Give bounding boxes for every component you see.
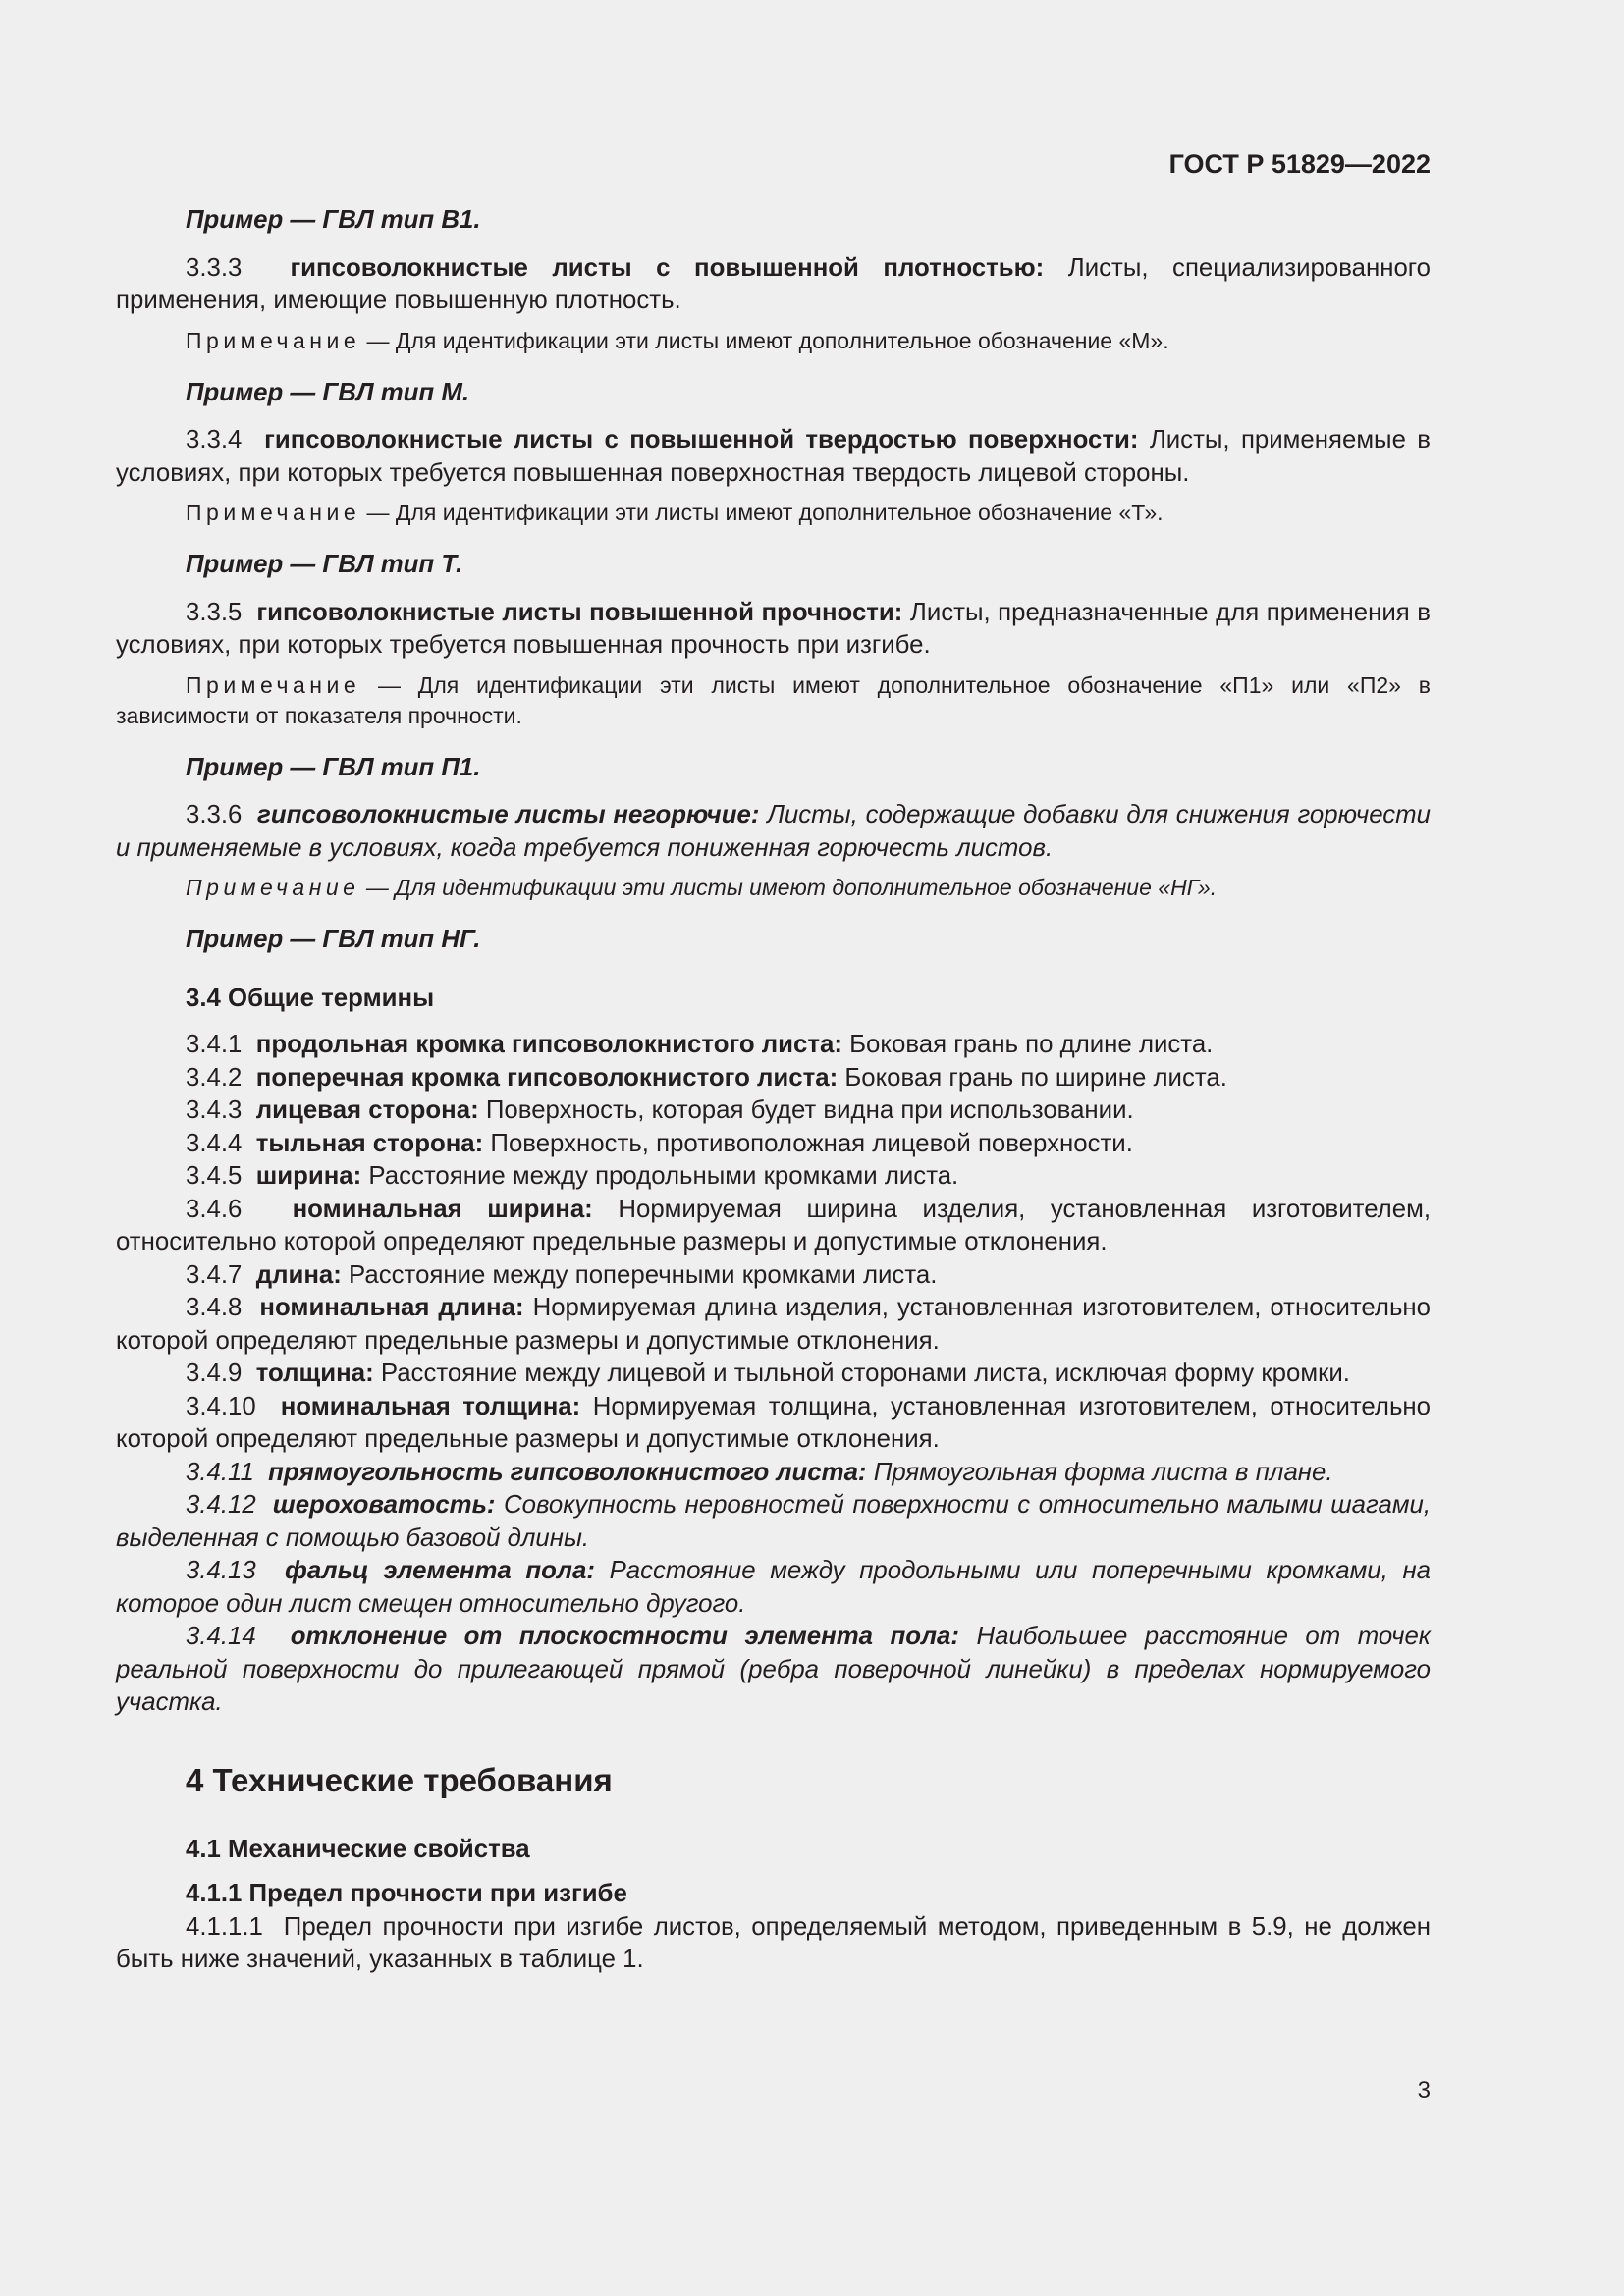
term-definition: Наибольшее расстояние от точек реальной поверхности до прилегающей прямой (ребра поверочной линейки) в пределах нормируемого участка. [116, 1623, 1431, 1716]
term-name: шероховатость: [272, 1491, 496, 1519]
term-3-4-10 [116, 1391, 1431, 1457]
term-number: 3.4.12 [186, 1491, 256, 1519]
term-name: фальц элемента пола: [285, 1557, 595, 1584]
note-label: Примечание [186, 671, 361, 698]
term-3-4-12 [116, 1489, 1431, 1555]
clause-term: гипсоволокнистые листы с повышенной твердостью поверхности: [264, 426, 1139, 454]
clause-definition: Листы, содержащие добавки для снижения горючести и применяемые в условиях, когда требуется пониженная горючесть листов. [116, 801, 1431, 862]
document-id-header: ГОСТ Р 51829—2022 [1168, 149, 1431, 179]
clause-definition: Листы, специализированного применения, имеющие повышенную плотность. [116, 253, 1431, 314]
term-definition: Боковая грань по ширине листа. [844, 1063, 1227, 1092]
term-definition: Боковая грань по длине листа. [849, 1031, 1214, 1058]
note-label: Примечание [186, 500, 361, 525]
term-definition: Расстояние между поперечными кромками листа. [349, 1260, 938, 1289]
term-number: 3.4.2 [186, 1063, 243, 1092]
term-name: толщина: [255, 1360, 374, 1387]
term-name: номинальная толщина: [280, 1392, 581, 1420]
clause-3-3-4 [116, 424, 1431, 490]
term-3-4-8 [116, 1292, 1431, 1358]
term-3-4-14 [116, 1621, 1431, 1720]
term-number: 3.4.8 [186, 1294, 243, 1321]
term-3-4-6 [116, 1194, 1431, 1259]
section-heading-4: 4 Технические требования [186, 1761, 613, 1798]
term-definition: Расстояние между продольными кромками листа. [368, 1162, 959, 1190]
term-name: длина: [255, 1260, 342, 1289]
note-text: — Для идентификации эти листы имеют дополнительное обозначение «П1» или «П2» в зависимости от показателя прочности. [116, 671, 1431, 728]
example-p1: Пример — ГВЛ тип П1. [186, 753, 481, 781]
term-name: прямоугольность гипсоволокнистого листа: [268, 1458, 867, 1486]
term-name: номинальная длина: [259, 1294, 524, 1321]
page-number: 3 [1417, 2077, 1431, 2104]
term-number: 3.4.13 [186, 1557, 256, 1584]
note-3-3-6 [116, 873, 1431, 903]
clause-number: 3.3.4 [186, 426, 243, 454]
clause-definition: Листы, предназначенные для применения в условиях, при которых требуется повышенная прочность при изгибе. [116, 598, 1431, 659]
term-definition: Нормируемая толщина, установленная изготовителем, относительно которой определяют предельные размеры и допустимые отклонения. [116, 1392, 1431, 1453]
clause-number: 3.3.6 [186, 801, 243, 828]
term-number: 3.4.5 [186, 1162, 243, 1190]
note-3-3-3 [116, 326, 1431, 356]
terms-list [116, 1029, 1431, 1720]
note-label: Примечание [186, 327, 361, 353]
term-definition: Поверхность, которая будет видна при использовании. [485, 1096, 1134, 1124]
term-number: 3.4.10 [186, 1392, 256, 1420]
example-t: Пример — ГВЛ тип Т. [186, 551, 463, 578]
note-label: Примечание [186, 875, 360, 900]
term-number: 3.4.9 [186, 1360, 243, 1387]
term-name: ширина: [255, 1162, 362, 1190]
section-heading-3-4: 3.4 Общие термины [186, 984, 435, 1012]
term-3-4-13 [116, 1555, 1431, 1621]
section-heading-4-1: 4.1 Механические свойства [186, 1835, 530, 1863]
clause-3-3-5 [116, 597, 1431, 663]
term-3-4-9 [116, 1358, 1431, 1391]
term-3-4-1 [116, 1029, 1431, 1062]
term-number: 3.4.1 [186, 1031, 243, 1058]
clause-3-3-6 [116, 799, 1431, 865]
term-name: поперечная кромка гипсоволокнистого листа: [255, 1063, 839, 1092]
note-text: — Для идентификации эти листы имеют дополнительное обозначение «НГ». [365, 875, 1218, 900]
term-number: 3.4.7 [186, 1260, 243, 1289]
term-3-4-4 [116, 1128, 1431, 1161]
term-name: отклонение от плоскостности элемента пола: [290, 1623, 959, 1650]
term-name: продольная кромка гипсоволокнистого листа: [255, 1031, 842, 1058]
clause-number: 4.1.1.1 [186, 1912, 263, 1941]
clause-term: гипсоволокнистые листы с повышенной плотностью: [290, 253, 1045, 282]
clause-number: 3.3.3 [186, 253, 243, 282]
term-number: 3.4.6 [186, 1195, 243, 1223]
section-heading-4-1-1: 4.1.1 Предел прочности при изгибе [186, 1880, 627, 1907]
term-definition: Расстояние между лицевой и тыльной сторонами листа, исключая форму кромки. [380, 1360, 1350, 1387]
term-definition: Поверхность, противоположная лицевой поверхности. [490, 1129, 1133, 1157]
clause-text: Предел прочности при изгибе листов, определяемый методом, приведенным в 5.9, не должен быть ниже значений, указанных в таблице 1. [116, 1912, 1431, 1973]
clause-4-1-1-1 [116, 1911, 1431, 1977]
term-number: 3.4.11 [186, 1458, 254, 1486]
note-text: — Для идентификации эти листы имеют дополнительное обозначение «М». [366, 327, 1169, 353]
note-text: — Для идентификации эти листы имеют дополнительное обозначение «Т». [366, 500, 1164, 525]
term-number: 3.4.14 [186, 1623, 256, 1650]
term-name: номинальная ширина: [292, 1195, 593, 1223]
term-name: лицевая сторона: [255, 1096, 479, 1124]
example-b1: Пример — ГВЛ тип В1. [186, 206, 481, 234]
note-3-3-4 [116, 498, 1431, 528]
term-definition: Расстояние между продольными или поперечными кромками, на которое один лист смещен относительно другого. [116, 1557, 1432, 1618]
clause-term: гипсоволокнистые листы повышенной прочности: [256, 598, 903, 626]
clause-number: 3.3.5 [186, 598, 243, 626]
term-name: тыльная сторона: [255, 1129, 484, 1157]
example-ng: Пример — ГВЛ тип НГ. [186, 926, 481, 953]
term-definition: Нормируемая длина изделия, установленная изготовителем, относительно которой определяют предельные размеры и допустимые отклонения. [116, 1294, 1431, 1355]
term-3-4-5 [116, 1160, 1431, 1194]
term-number: 3.4.4 [186, 1129, 243, 1157]
term-definition: Совокупность неровностей поверхности с относительно малыми шагами, выделенная с помощью базовой длины. [116, 1491, 1432, 1552]
clause-definition: Листы, применяемые в условиях, при которых требуется повышенная поверхностная твердость лицевой стороны. [116, 426, 1431, 487]
term-3-4-11 [116, 1457, 1431, 1490]
clause-term: гипсоволокнистые листы негорючие: [257, 801, 760, 828]
term-definition: Прямоугольная форма листа в плане. [873, 1458, 1333, 1486]
term-3-4-2 [116, 1062, 1431, 1095]
term-definition: Нормируемая ширина изделия, установленная изготовителем, относительно которой определяют предельные размеры и допустимые отклонения. [116, 1195, 1431, 1255]
term-3-4-7 [116, 1259, 1431, 1293]
term-3-4-3 [116, 1095, 1431, 1128]
clause-3-3-3 [116, 252, 1431, 318]
note-3-3-5 [116, 670, 1431, 731]
term-number: 3.4.3 [186, 1096, 243, 1124]
example-m: Пример — ГВЛ тип М. [186, 378, 470, 406]
